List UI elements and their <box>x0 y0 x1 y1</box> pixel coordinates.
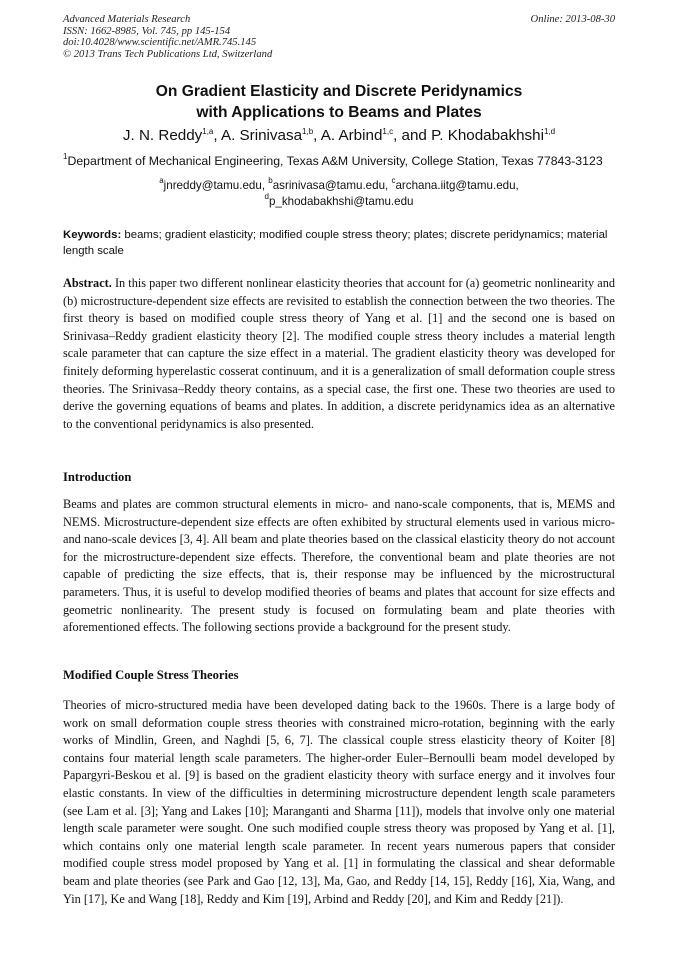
email-list <box>0 178 678 210</box>
author-separator: , <box>213 127 221 144</box>
author-separator: , and <box>393 127 432 144</box>
email-mark: b <box>268 176 273 185</box>
abstract-label: Abstract. <box>63 276 112 290</box>
keywords-label: Keywords: <box>63 229 122 241</box>
author-name: J. N. Reddy <box>122 127 203 144</box>
abstract <box>63 275 615 433</box>
author-affil-mark: 1,b <box>302 127 314 136</box>
section-heading-modified-couple-stress: Modified Couple Stress Theories <box>63 668 239 682</box>
author-separator: , <box>313 127 321 144</box>
journal-name: Advanced Materials Research <box>63 14 191 25</box>
email-separator: , <box>261 179 269 192</box>
paper-title <box>0 81 678 123</box>
author-name: A. Srinivasa <box>220 127 303 144</box>
author-affil-mark: 1,a <box>202 127 214 136</box>
title-line-2: with Applications to Beams and Plates <box>196 104 482 121</box>
journal-header <box>63 14 272 60</box>
email-mark: d <box>264 192 269 201</box>
email-link[interactable]: archana.iitg@tamu.edu <box>395 179 516 192</box>
issn-line: ISSN: 1662-8985, Vol. 745, pp 145-154 <box>63 25 231 37</box>
online-date: Online: 2013-08-30 <box>530 14 615 25</box>
affiliation <box>63 154 623 168</box>
email-mark: c <box>391 176 396 185</box>
section-heading-introduction: Introduction <box>63 470 132 484</box>
affiliation-mark: 1 <box>63 152 68 161</box>
email-link[interactable]: asrinivasa@tamu.edu <box>272 179 386 192</box>
modified-couple-stress-paragraph: Theories of micro-structured media have been developed dating back to the 1960s. There is a large body of work on small deformation couple stress theories with constrained micro-rotation, beginning with the early works of Mindlin, Green, and Naghdi [5, 6, 7]. The classical couple stress elasticity theory of Koiter [8] contains four material length scale parameters. The higher-order Euler–Bernoulli beam model developed by Papargyri-Beskou et al. [9] is based on the gradient elasticity theory with surface energy and it involves four elastic constants. In view of the difficulties in determining microstructure dependent length scale parameters (see Lam et al. [3]; Yang and Lakes [10]; Maranganti and Sharma [11]), models that involve only one material length scale parameter were sought. One such modified couple stress theory was proposed by Yang et al. [1], which contains only one material length scale parameter. In recent years numerous papers that consider modified couple stress model proposed by Yang et al. [1] in formulating the classical and shear deformable beam and plate theories (see Park and Gao [12, 13], Ma, Gao, and Reddy [14, 15], Reddy [16], Xia, Wang, and Yin [17], Ke and Wang [18], Reddy and Kim [19], Arbind and Reddy [20], and Kim and Reddy [21]). <box>63 698 615 906</box>
email-link[interactable]: p_khodabakhshi@tamu.edu <box>268 195 414 208</box>
email-separator: , <box>515 179 519 192</box>
abstract-text: In this paper two different nonlinear elasticity theories that account for (a) geometric nonlinearity and (b) microstructure-dependent size effects are revisited to establish the connection between the two theories. The first theory is based on modified couple stress theory of Yang et al. [1] and the second one is based on Srinivasa–Reddy gradient elasticity theory [2]. The modified couple stress theory includes a material length scale parameter that can capture the size effect in a material. The gradient elasticity theory was developed for finitely deforming hyperelastic cosserat continuum, and it is a generalization of small deformation couple stress theories. The Srinivasa–Reddy theory contains, as a special case, the first one. These two theories are used to derive the governing equations of beams and plates. In addition, a discrete peridynamics idea as an alternative to the conventional peridynamics is also presented. <box>63 276 615 431</box>
keywords-text: beams; gradient elasticity; modified couple stress theory; plates; discrete peridynamics; material length scale <box>63 229 608 257</box>
copyright-line: © 2013 Trans Tech Publications Ltd, Switzerland <box>63 48 273 60</box>
affiliation-text: Department of Mechanical Engineering, Texas A&M University, College Station, Texas 77843-3123 <box>67 154 603 168</box>
author-name: A. Arbind <box>320 127 383 144</box>
keywords <box>63 227 615 259</box>
introduction-paragraph: Beams and plates are common structural elements in micro- and nano-scale components, that is, MEMS and NEMS. Microstructure-dependent size effects are often exhibited by structural elements used in various micro- and nano-scale devices [3, 4]. All beam and plate theories based on the classical elasticity theory do not account for the microstructure-dependent size effects. Therefore, the conventional beam and plate theories are not capable of predicting the size effects, that is, their response may be influenced by the microstructural parameters. Thus, it is useful to develop modified theories of beams and plates that account for size effects and geometric nonlinearity. The present study is focused on formulating beam and plate theories with aforementioned effects. The following sections provide a background for the present study. <box>63 497 615 635</box>
author-affil-mark: 1,d <box>543 127 556 136</box>
email-separator: , <box>385 179 392 192</box>
author-affil-mark: 1,c <box>382 127 394 136</box>
email-link[interactable]: jnreddy@tamu.edu <box>163 179 262 192</box>
author-list <box>0 127 678 145</box>
author-name: P. Khodabakhshi <box>431 127 544 144</box>
title-line-1: On Gradient Elasticity and Discrete Peridynamics <box>155 83 523 100</box>
email-mark: a <box>159 176 164 185</box>
doi-line[interactable]: doi:10.4028/www.scientific.net/AMR.745.145 <box>63 37 257 49</box>
